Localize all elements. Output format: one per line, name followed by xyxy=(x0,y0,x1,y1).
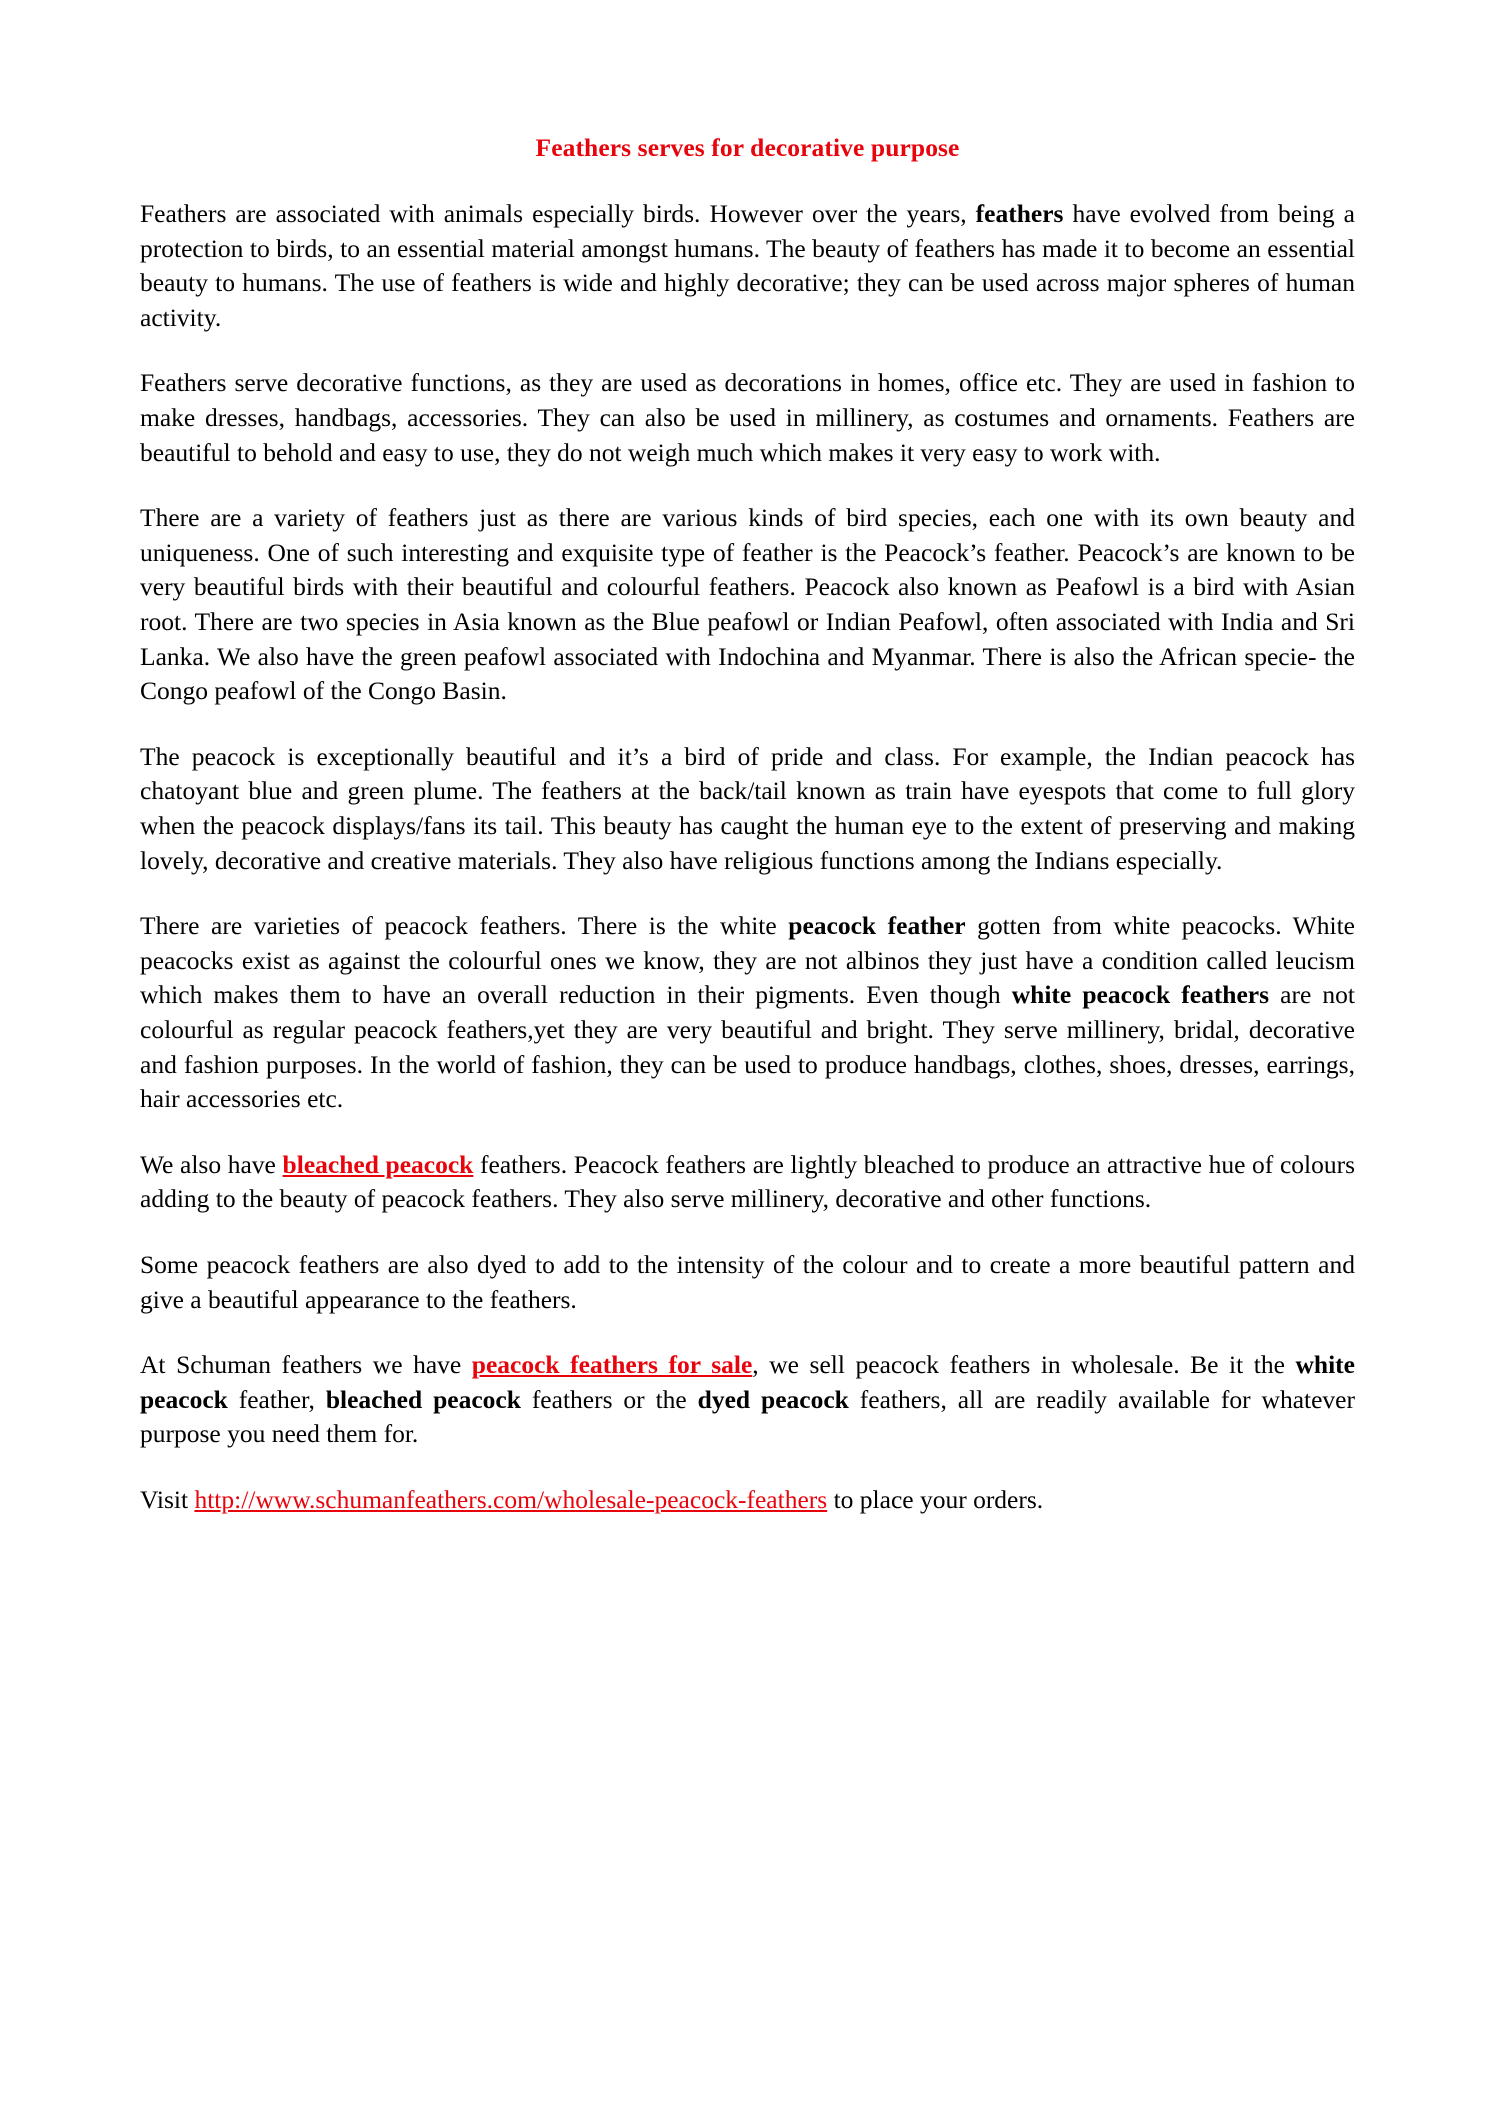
paragraph-2 xyxy=(140,366,1355,470)
paragraph-8-bold-dyed-peacock: dyed peacock xyxy=(697,1384,849,1414)
paragraph-6-text-a: We also have xyxy=(140,1149,283,1179)
paragraph-8-text-e: feathers, all are readily available for whatever purpose you need them for. xyxy=(140,1384,1355,1449)
paragraph-8-bold-bleached-peacock: bleached peacock xyxy=(325,1384,521,1414)
paragraph-1-text-a: Feathers are associated with animals especially birds. However over the years, xyxy=(140,199,976,229)
paragraph-5-text-c: are not colourful as regular peacock feathers,yet they are very beautiful and bright. They serve millinery, bridal, decorative and fashion purposes. In the world of fashion, they can be used to produce handbags, clothes, shoes, dresses, earrings, hair accessories etc. xyxy=(140,980,1356,1114)
document-content xyxy=(140,132,1355,1518)
paragraph-9-text-a: Visit xyxy=(140,1484,195,1514)
paragraph-5-bold-white-peacock-feathers: white peacock feathers xyxy=(1011,980,1270,1010)
paragraph-8 xyxy=(140,1348,1355,1452)
paragraph-2-text: Feathers serve decorative functions, as they are used as decorations in homes, office etc. They are used in fashion to make dresses, handbags, accessories. They can also be used in millinery, as costumes and ornaments. Feathers are beautiful to behold and easy to use, they do not weigh much which makes it very easy to work with. xyxy=(140,368,1355,467)
paragraph-4-text: The peacock is exceptionally beautiful and it’s a bird of pride and class. For example, the Indian peacock has chatoyant blue and green plume. The feathers at the back/tail known as train have eyespots that come to full glory when the peacock displays/fans its tail. This beauty has caught the human eye to the extent of preserving and making lovely, decorative and creative materials. They also have religious functions among the Indians especially. xyxy=(140,741,1355,875)
paragraph-1-bold-feathers: feathers xyxy=(975,199,1064,229)
paragraph-7-text: Some peacock feathers are also dyed to add to the intensity of the colour and to create a more beautiful pattern and give a beautiful appearance to the feathers. xyxy=(140,1249,1355,1314)
paragraph-5-text-b: gotten from white peacocks. White peacocks exist as against the colourful ones we know, they are not albinos they just have a condition called leucism which makes them to have an overall reduction in their pigments. Even though xyxy=(140,911,1355,1010)
paragraph-3-text: There are a variety of feathers just as there are various kinds of bird species, each one with its own beauty and uniqueness. One of such interesting and exquisite type of feather is the Peacock’s feather. Peacock’s are known to be very beautiful birds with their beautiful and colourful feathers. Peacock also known as Peafowl is a bird with Asian root. There are two species in Asia known as the Blue peafowl or Indian Peafowl, often associated with India and Sri Lanka. We also have the green peafowl associated with Indochina and Myanmar. There is also the African specie- the Congo peafowl of the Congo Basin. xyxy=(140,503,1355,706)
paragraph-7 xyxy=(140,1248,1355,1317)
paragraph-6-text-b: feathers. Peacock feathers are lightly bleached to produce an attractive hue of colours adding to the beauty of peacock feathers. They also serve millinery, decorative and other functions. xyxy=(140,1149,1356,1214)
paragraph-1 xyxy=(140,197,1355,335)
paragraph-4 xyxy=(140,740,1355,878)
paragraph-5-bold-peacock-feather: peacock feather xyxy=(788,911,966,941)
paragraph-5 xyxy=(140,909,1355,1117)
paragraph-3 xyxy=(140,501,1355,709)
page-title: Feathers serves for decorative purpose xyxy=(535,133,960,162)
paragraph-8-text-c: feather, xyxy=(227,1384,326,1414)
link-bleached-peacock[interactable]: bleached peacock xyxy=(282,1149,474,1179)
paragraph-8-text-a: At Schuman feathers we have xyxy=(140,1350,472,1380)
paragraph-6 xyxy=(140,1148,1355,1217)
paragraph-8-text-b: , we sell peacock feathers in wholesale. Be it the xyxy=(752,1350,1296,1380)
paragraph-9-text-b: to place your orders. xyxy=(827,1484,1044,1514)
paragraph-8-text-d: feathers or the xyxy=(520,1384,698,1414)
link-schumanfeathers-url[interactable]: http://www.schumanfeathers.com/wholesale-peacock-feathers xyxy=(194,1484,828,1514)
paragraph-9-visit-line xyxy=(140,1483,1355,1518)
paragraph-1-text-b: have evolved from being a protection to birds, to an essential material amongst humans. The beauty of feathers has made it to become an essential beauty to humans. The use of feathers is wide and highly decorative; they can be used across major spheres of human activity. xyxy=(140,199,1355,332)
paragraph-8-bold-white-peacock: white peacock xyxy=(140,1350,1355,1414)
paragraph-5-text-a: There are varieties of peacock feathers. There is the white xyxy=(140,911,789,941)
link-peacock-feathers-for-sale[interactable]: peacock feathers for sale xyxy=(471,1350,753,1380)
